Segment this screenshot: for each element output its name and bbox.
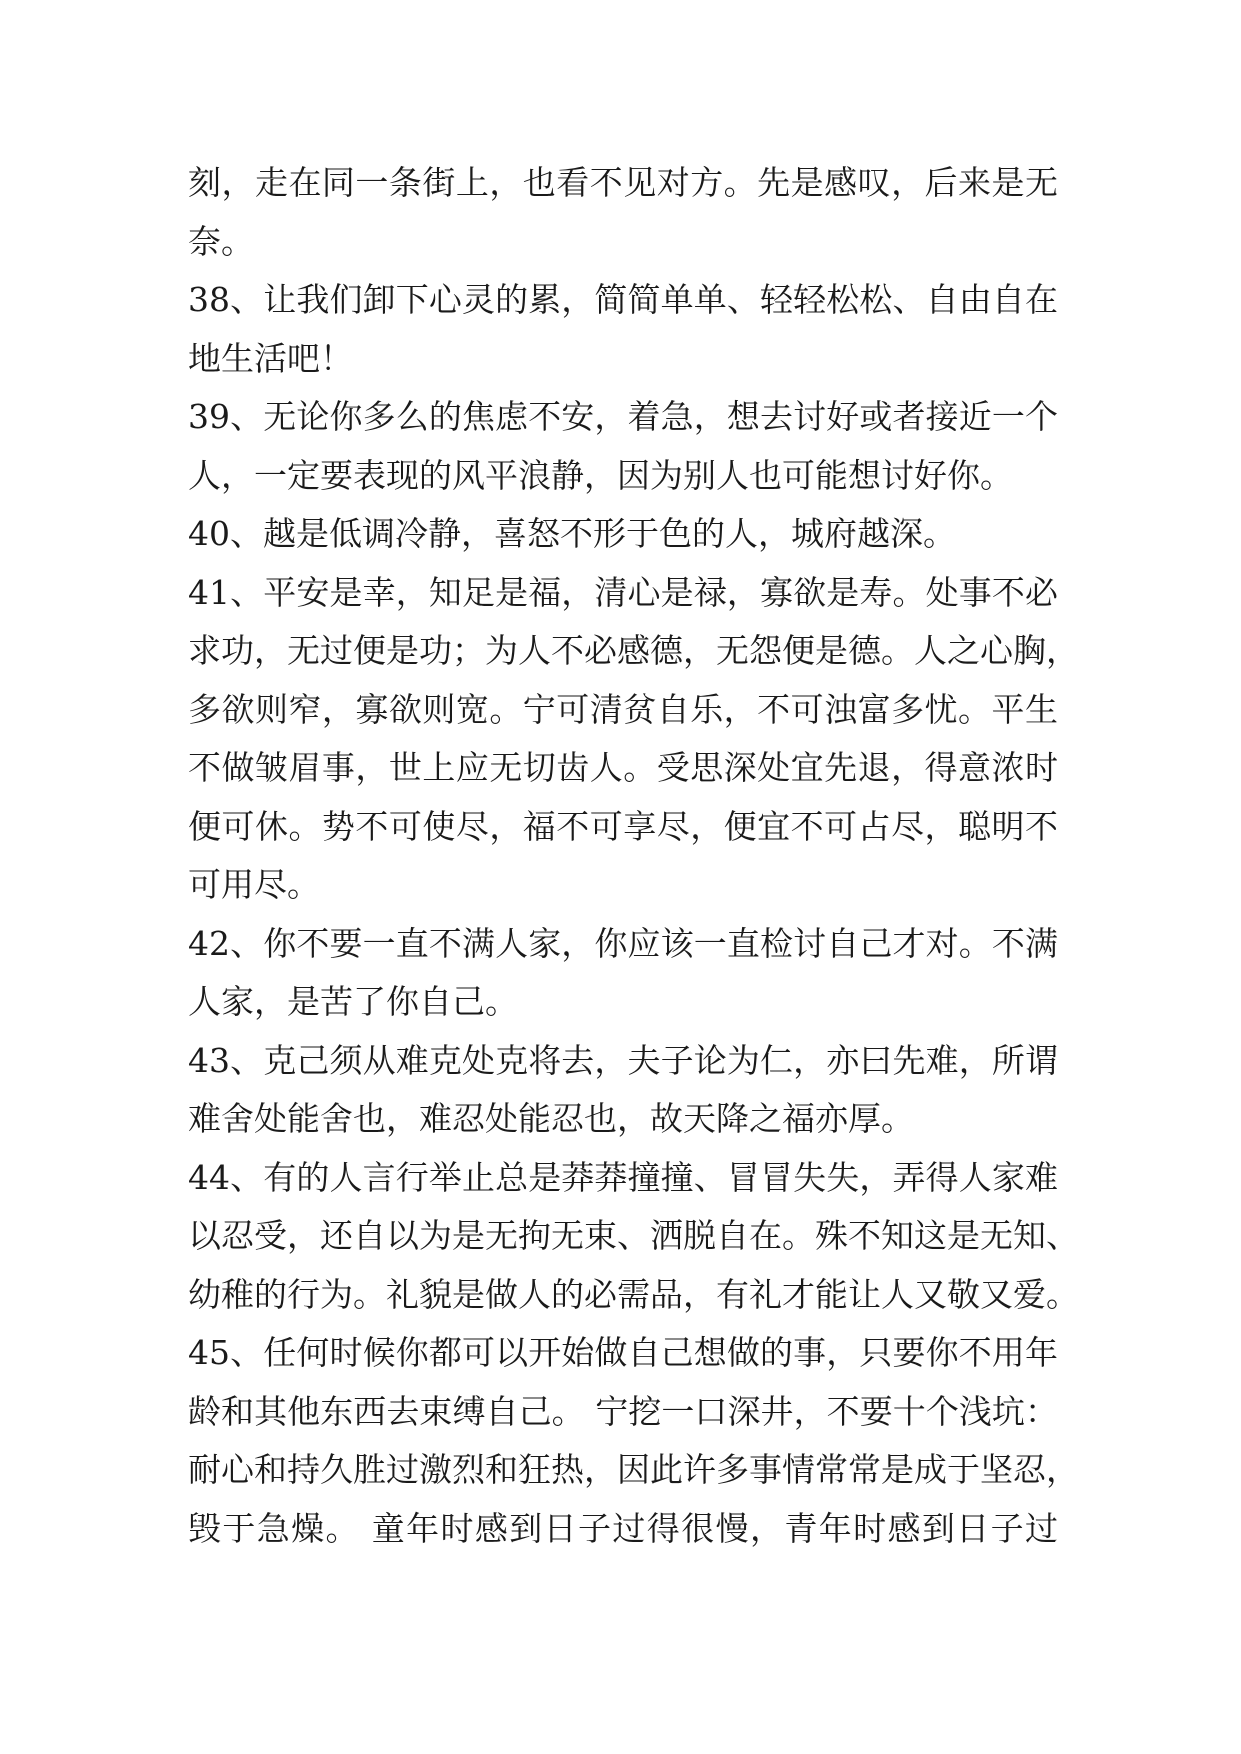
text-line: 45、任何时候你都可以开始做自己想做的事，只要你不用年 xyxy=(188,1333,1058,1372)
text-line: 奈。 xyxy=(188,221,254,261)
text-line: 耐心和持久胜过激烈和狂热，因此许多事情常常是成于坚忍， xyxy=(188,1450,1079,1489)
text-line: 多欲则窄，寡欲则宽。宁可清贫自乐，不可浊富多忧。平生 xyxy=(188,689,1058,729)
text-line: 毁于急燥。 童年时感到日子过得很慢，青年时感到日子过 xyxy=(188,1508,1058,1548)
text-line: 求功，无过便是功；为人不必感德，无怨便是德。人之心胸， xyxy=(188,631,1079,670)
text-line: 42、你不要一直不满人家，你应该一直检讨自己才对。不满 xyxy=(188,923,1058,963)
text-line: 38、让我们卸下心灵的累，简简单单、轻轻松松、自由自在 xyxy=(188,280,1058,319)
text-line: 43、克己须从难克处克将去，夫子论为仁，亦曰先难，所谓 xyxy=(188,1040,1058,1080)
text-line: 地生活吧！ xyxy=(188,338,353,378)
text-line: 40、越是低调冷静，喜怒不形于色的人，城府越深。 xyxy=(188,514,956,553)
text-line: 44、有的人言行举止总是莽莽撞撞、冒冒失失，弄得人家难 xyxy=(188,1157,1058,1197)
text-line: 幼稚的行为。礼貌是做人的必需品，有礼才能让人又敬又爱。 xyxy=(188,1274,1079,1314)
text-line: 可用尽。 xyxy=(188,865,320,904)
text-line: 刻，走在同一条街上，也看不见对方。先是感叹，后来是无 xyxy=(188,163,1058,202)
text-line: 便可休。势不可使尽，福不可享尽，便宜不可占尽，聪明不 xyxy=(188,806,1058,846)
text-line: 以忍受，还自以为是无拘无束、洒脱自在。殊不知这是无知、 xyxy=(188,1216,1079,1255)
text-line: 41、平安是幸，知足是福，清心是禄，寡欲是寿。处事不必 xyxy=(188,572,1058,612)
text-line: 39、无论你多么的焦虑不安，着急，想去讨好或者接近一个 xyxy=(188,397,1058,436)
text-line: 难舍处能舍也，难忍处能忍也，故天降之福亦厚。 xyxy=(188,1099,914,1138)
body-text xyxy=(188,154,1079,1558)
text-line: 龄和其他东西去束缚自己。 宁挖一口深井，不要十个浅坑： xyxy=(188,1391,1058,1431)
text-line: 人，一定要表现的风平浪静，因为别人也可能想讨好你。 xyxy=(188,455,1013,495)
text-line: 不做皱眉事，世上应无切齿人。受思深处宜先退，得意浓时 xyxy=(188,748,1058,787)
text-line: 人家，是苦了你自己。 xyxy=(188,982,518,1021)
